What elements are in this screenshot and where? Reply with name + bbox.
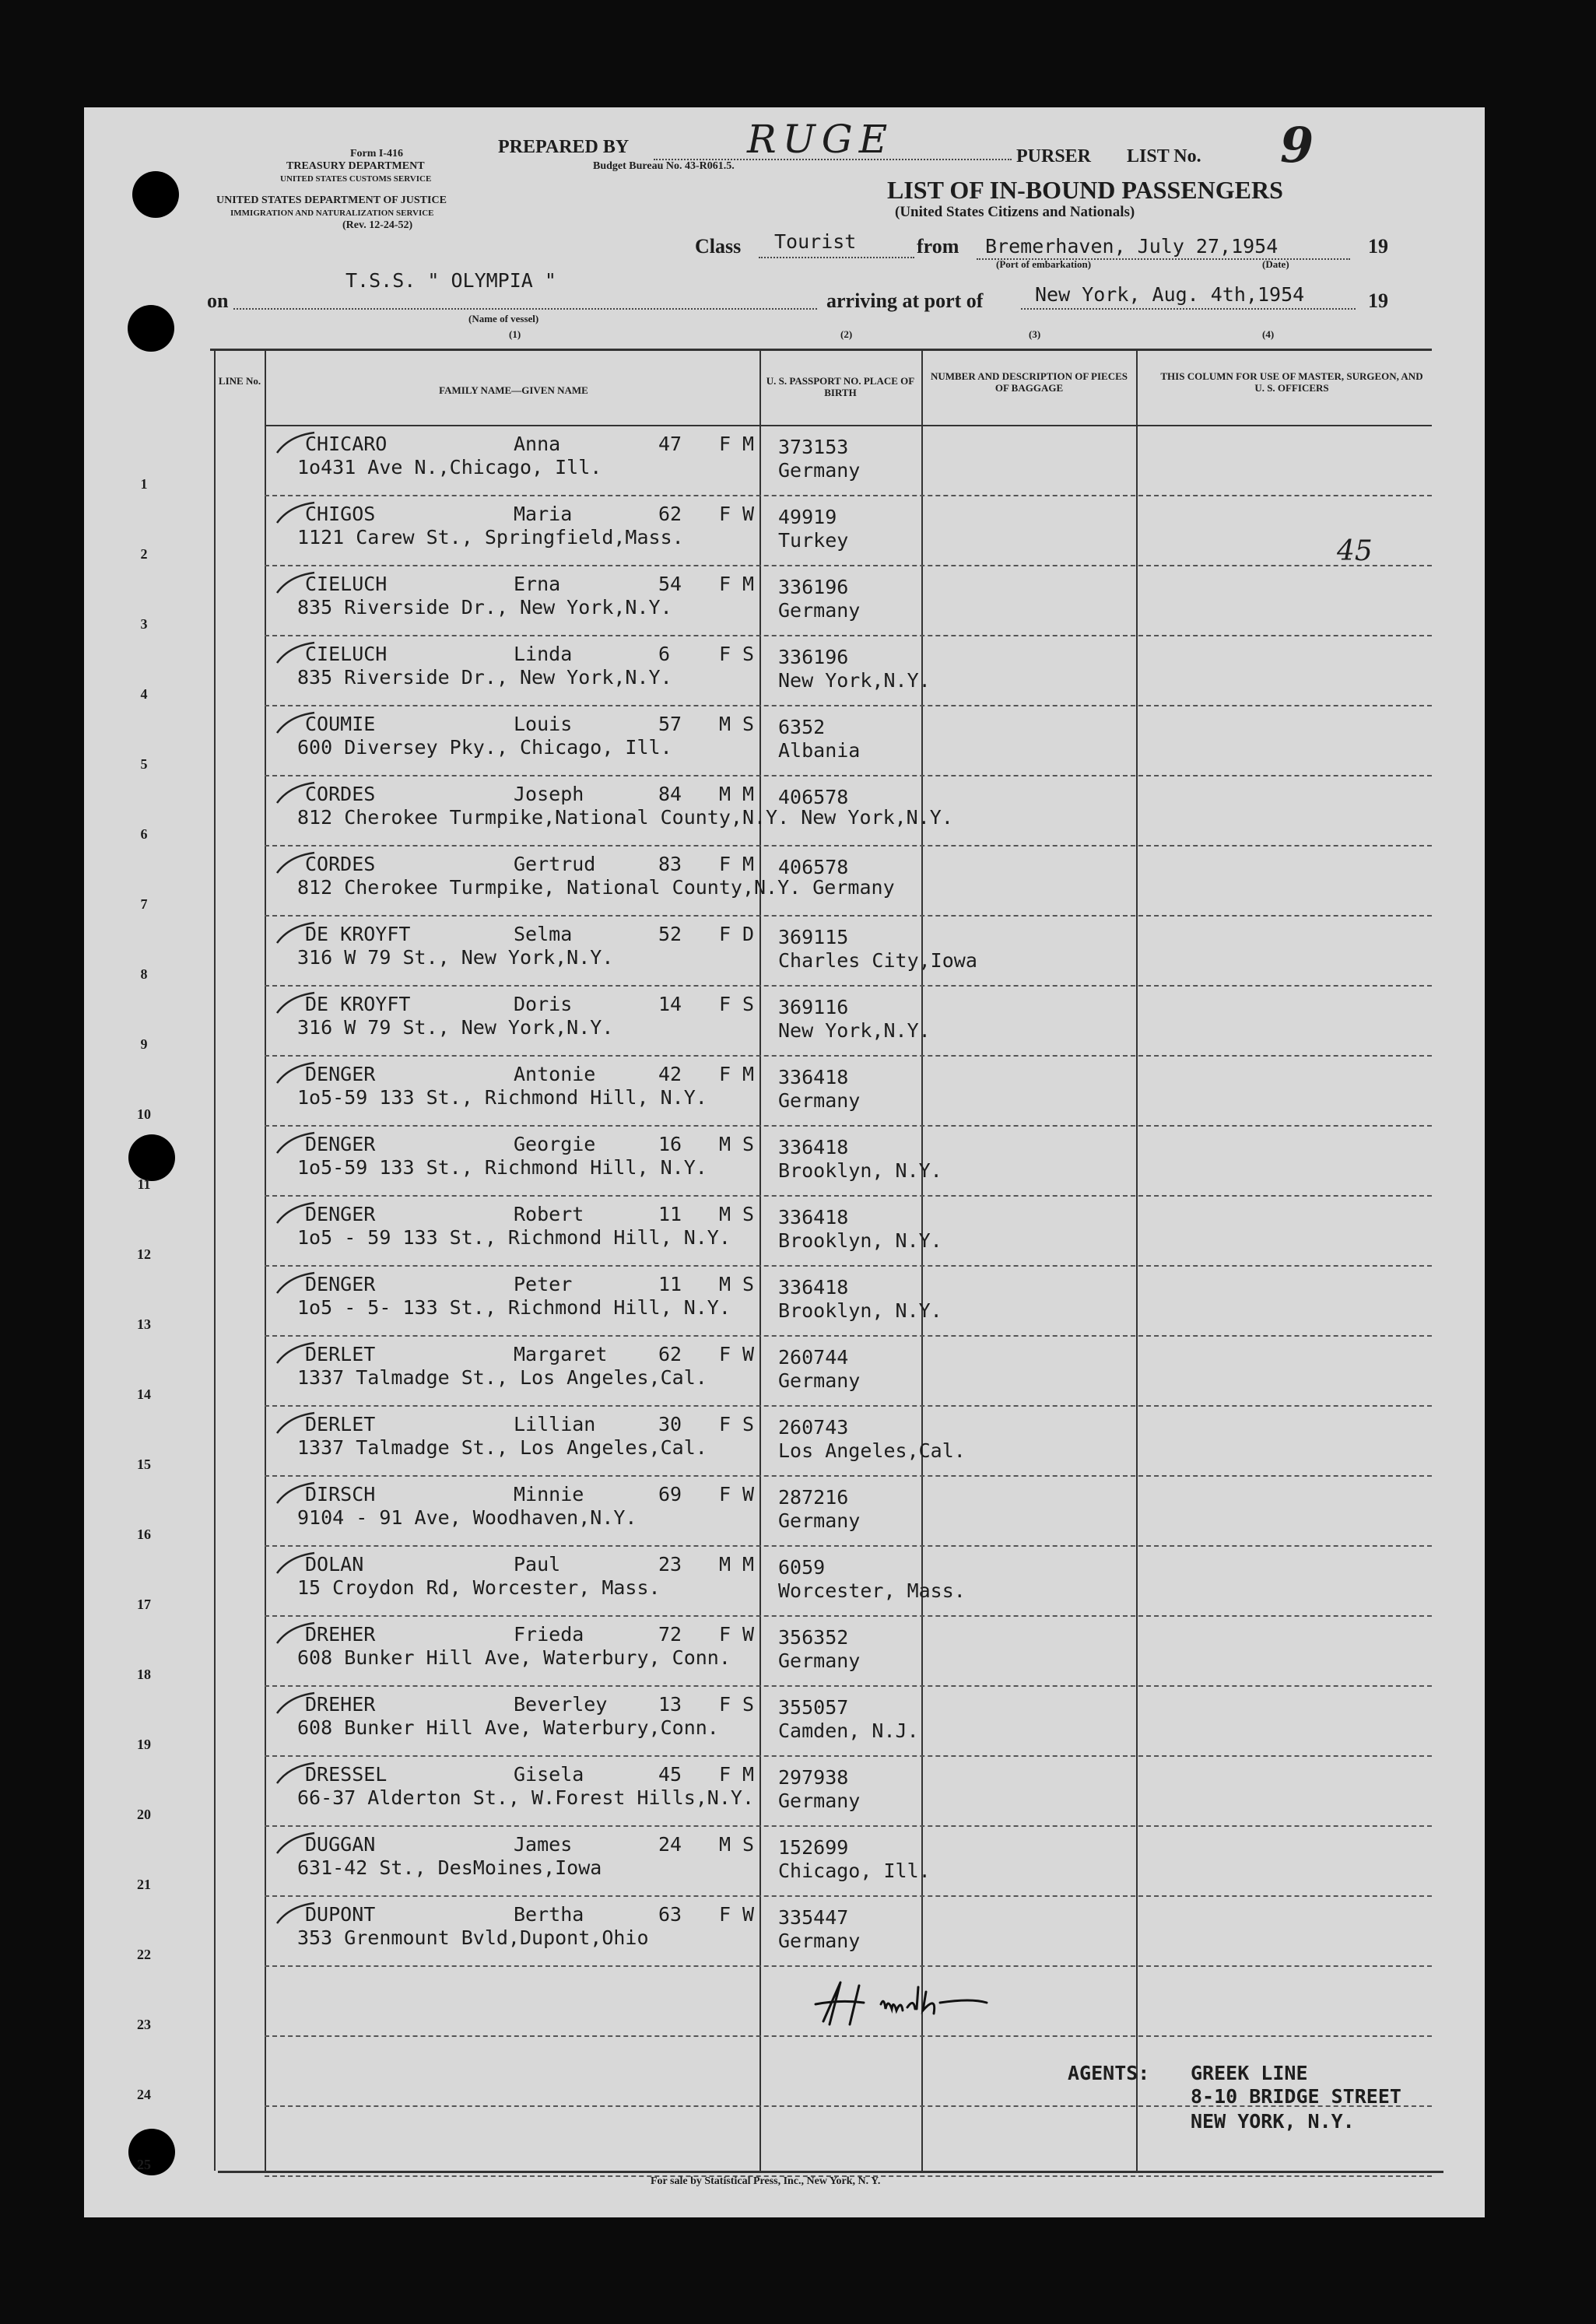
year-label-2: 19 <box>1368 289 1388 312</box>
marital-status: M <box>742 573 755 595</box>
punch-hole <box>132 171 179 218</box>
agents-label: AGENTS: <box>1068 2062 1150 2084</box>
address: 1o5 - 5- 133 St., Richmond Hill, N.Y. <box>297 1296 731 1319</box>
row-divider <box>265 1405 1432 1407</box>
agents-line-2: 8-10 BRIDGE STREET <box>1191 2085 1401 2108</box>
given-name: Gisela <box>514 1763 584 1786</box>
place-of-birth: Germany <box>778 599 861 622</box>
place-of-birth: Brooklyn, N.Y. <box>778 1159 942 1182</box>
place-of-birth: Germany <box>778 1089 861 1112</box>
address: 1o5-59 133 St., Richmond Hill, N.Y. <box>297 1156 707 1179</box>
family-name: DUGGAN <box>305 1833 376 1856</box>
place-of-birth: Germany <box>778 1789 861 1812</box>
sex: F <box>719 1623 731 1646</box>
address: 316 W 79 St., New York,N.Y. <box>297 1016 614 1039</box>
marital-status: S <box>742 713 755 735</box>
from-label: from <box>917 235 959 258</box>
row-divider <box>265 1545 1432 1547</box>
place-of-birth: Albania <box>778 739 861 762</box>
purser-label: PURSER <box>1016 146 1092 167</box>
form-title: LIST OF IN-BOUND PASSENGERS <box>887 176 1283 204</box>
age: 62 <box>658 1343 682 1365</box>
row-divider <box>265 915 1432 917</box>
row-divider <box>265 1475 1432 1477</box>
arriving-label: arriving at port of <box>826 289 984 312</box>
marital-status: M <box>742 853 755 875</box>
agents-line-1: GREEK LINE <box>1191 2062 1308 2084</box>
line-number: 12 <box>137 1246 151 1262</box>
footer-printer: For sale by Statistical Press, Inc., New York, N. Y. <box>651 2175 881 2187</box>
family-name: DREHER <box>305 1623 376 1646</box>
class-line <box>759 257 914 258</box>
passport-number: 356352 <box>778 1626 849 1649</box>
given-name: James <box>514 1833 573 1856</box>
family-name: CIELUCH <box>305 573 388 595</box>
passport-number: 49919 <box>778 506 837 528</box>
address: 1337 Talmadge St., Los Angeles,Cal. <box>297 1436 707 1459</box>
passport-number: 369115 <box>778 926 849 948</box>
prepared-by-line <box>654 159 1012 160</box>
line-number: 13 <box>137 1316 151 1332</box>
address: 812 Cherokee Turmpike,National County,N.Y. New York,N.Y. <box>297 806 953 829</box>
place-of-birth: Brooklyn, N.Y. <box>778 1229 942 1252</box>
given-name: Maria <box>514 503 573 525</box>
row-divider <box>265 1335 1432 1337</box>
line-number: 7 <box>140 896 148 912</box>
given-name: Georgie <box>514 1133 596 1155</box>
caption-2: (2) <box>840 328 853 340</box>
line-number: 11 <box>137 1176 151 1192</box>
given-name: Lillian <box>514 1413 596 1435</box>
family-name: DE KROYFT <box>305 993 411 1015</box>
age: 69 <box>658 1483 682 1506</box>
passport-number: 336418 <box>778 1136 849 1158</box>
row-divider <box>265 1265 1432 1267</box>
row-divider <box>265 1825 1432 1827</box>
sex: M <box>719 1553 731 1576</box>
line-number: 24 <box>137 2087 151 2102</box>
sex: F <box>719 1063 731 1085</box>
sex: F <box>719 1903 731 1926</box>
passport-number: 336418 <box>778 1066 849 1088</box>
family-name: CORDES <box>305 853 376 875</box>
marital-status: M <box>742 1063 755 1085</box>
row-divider <box>265 1615 1432 1617</box>
marital-status: M <box>742 433 755 455</box>
address: 66-37 Alderton St., W.Forest Hills,N.Y. <box>297 1786 754 1809</box>
address: 608 Bunker Hill Ave, Waterbury,Conn. <box>297 1716 719 1739</box>
sex: F <box>719 503 731 525</box>
given-name: Frieda <box>514 1623 584 1646</box>
passport-number: 297938 <box>778 1766 849 1789</box>
dept-customs: UNITED STATES CUSTOMS SERVICE <box>280 174 432 184</box>
row-divider <box>265 1125 1432 1127</box>
address: 353 Grenmount Bvld,Dupont,Ohio <box>297 1926 649 1949</box>
age: 54 <box>658 573 682 595</box>
passport-number: 287216 <box>778 1486 849 1509</box>
marital-status: W <box>742 1903 755 1926</box>
line-number: 23 <box>137 2017 151 2032</box>
age: 62 <box>658 503 682 525</box>
given-name: Doris <box>514 993 573 1015</box>
budget-bureau: Budget Bureau No. 43-R061.5. <box>593 160 735 172</box>
family-name: DENGER <box>305 1133 376 1155</box>
marital-status: W <box>742 1623 755 1646</box>
age: 57 <box>658 713 682 735</box>
marital-status: S <box>742 993 755 1015</box>
caption-4: (4) <box>1262 328 1275 340</box>
table-bottom-border <box>218 2171 1443 2173</box>
age: 47 <box>658 433 682 455</box>
caption-1: (1) <box>509 328 521 340</box>
age: 11 <box>658 1203 682 1225</box>
sex: F <box>719 1483 731 1506</box>
age: 52 <box>658 923 682 945</box>
address: 316 W 79 St., New York,N.Y. <box>297 946 614 969</box>
sex: M <box>719 1273 731 1295</box>
age: 13 <box>658 1693 682 1716</box>
marital-status: M <box>742 1763 755 1786</box>
given-name: Robert <box>514 1203 584 1225</box>
marital-status: S <box>742 1203 755 1225</box>
line-number: 19 <box>137 1737 151 1752</box>
given-name: Antonie <box>514 1063 596 1085</box>
list-number-value: 9 <box>1280 117 1314 174</box>
row-divider <box>265 1685 1432 1687</box>
marital-status: W <box>742 1483 755 1506</box>
passport-number: 335447 <box>778 1906 849 1929</box>
age: 42 <box>658 1063 682 1085</box>
place-of-birth: New York,N.Y. <box>778 1019 931 1042</box>
age: 72 <box>658 1623 682 1646</box>
marital-status: W <box>742 503 755 525</box>
punch-hole <box>128 305 174 352</box>
col-divider-line <box>921 350 923 2171</box>
place-of-birth: Los Angeles,Cal. <box>778 1439 966 1462</box>
family-name: CHICARO <box>305 433 388 455</box>
age: 14 <box>658 993 682 1015</box>
line-number: 10 <box>137 1106 151 1122</box>
class-value: Tourist <box>774 230 857 253</box>
address: 1o5-59 133 St., Richmond Hill, N.Y. <box>297 1086 707 1109</box>
col-divider-line <box>265 350 266 2171</box>
place-of-birth: Brooklyn, N.Y. <box>778 1299 942 1322</box>
family-name: DRESSEL <box>305 1763 388 1786</box>
sex: F <box>719 1693 731 1716</box>
address: 631-42 St., DesMoines,Iowa <box>297 1856 602 1879</box>
given-name: Linda <box>514 643 573 665</box>
sex: M <box>719 1203 731 1225</box>
row-divider <box>265 1895 1432 1897</box>
line-number: 5 <box>140 756 148 772</box>
list-number-label: LIST No. <box>1127 146 1201 167</box>
marital-status: D <box>742 923 755 945</box>
row-divider <box>265 1195 1432 1197</box>
address: 1o5 - 59 133 St., Richmond Hill, N.Y. <box>297 1226 731 1249</box>
officer-margin-number: 45 <box>1337 535 1373 567</box>
age: 23 <box>658 1553 682 1576</box>
family-name: DENGER <box>305 1063 376 1085</box>
marital-status: W <box>742 1343 755 1365</box>
family-name: CORDES <box>305 783 376 805</box>
sex: M <box>719 1133 731 1155</box>
address: 835 Riverside Dr., New York,N.Y. <box>297 596 672 619</box>
family-name: DREHER <box>305 1693 376 1716</box>
sex: F <box>719 853 731 875</box>
line-number: 16 <box>137 1527 151 1542</box>
line-number: 3 <box>140 616 148 632</box>
sex: F <box>719 433 731 455</box>
year-label: 19 <box>1368 235 1388 258</box>
col-header-baggage: NUMBER AND DESCRIPTION OF PIECES OF BAGGAGE <box>930 370 1128 394</box>
date-caption: (Date) <box>1262 258 1289 270</box>
line-number: 17 <box>137 1597 151 1612</box>
line-number: 8 <box>140 966 148 982</box>
vessel-caption: (Name of vessel) <box>468 313 539 324</box>
sex: M <box>719 783 731 805</box>
port-caption: (Port of embarkation) <box>996 258 1092 270</box>
line-number: 4 <box>140 686 148 702</box>
sex: F <box>719 923 731 945</box>
given-name: Peter <box>514 1273 573 1295</box>
marital-status: S <box>742 643 755 665</box>
age: 11 <box>658 1273 682 1295</box>
sex: F <box>719 993 731 1015</box>
given-name: Anna <box>514 433 561 455</box>
place-of-birth: Charles City,Iowa <box>778 949 977 972</box>
line-number: 1 <box>140 476 148 492</box>
passport-number: 152699 <box>778 1836 849 1859</box>
line-number: 22 <box>137 1947 151 1962</box>
form-revision: (Rev. 12-24-52) <box>342 219 413 231</box>
row-divider <box>265 1755 1432 1757</box>
form-subtitle: (United States Citizens and Nationals) <box>895 204 1135 220</box>
address: 608 Bunker Hill Ave, Waterbury, Conn. <box>297 1646 731 1669</box>
line-number: 15 <box>137 1456 151 1472</box>
row-divider <box>265 845 1432 847</box>
row-divider <box>265 775 1432 776</box>
family-name: DUPONT <box>305 1903 376 1926</box>
vessel-line <box>233 308 817 310</box>
sex: F <box>719 1413 731 1435</box>
col-header-name: FAMILY NAME—GIVEN NAME <box>439 384 588 396</box>
arriving-line <box>1021 308 1356 310</box>
col-divider-line <box>759 350 761 2171</box>
marital-status: S <box>742 1693 755 1716</box>
row-divider <box>265 495 1432 496</box>
line-number: 18 <box>137 1667 151 1682</box>
address: 600 Diversey Pky., Chicago, Ill. <box>297 736 672 759</box>
passport-number: 336418 <box>778 1276 849 1299</box>
place-of-birth: Chicago, Ill. <box>778 1860 931 1882</box>
address: 812 Cherokee Turmpike, National County,N.Y. Germany <box>297 876 895 899</box>
form-number: Form I-416 <box>350 148 404 159</box>
row-divider <box>265 635 1432 636</box>
marital-status: M <box>742 1553 755 1576</box>
row-divider <box>265 565 1432 566</box>
sex: F <box>719 573 731 595</box>
arriving-value: New York, Aug. 4th,1954 <box>1035 283 1305 306</box>
given-name: Gertrud <box>514 853 596 875</box>
address: 1o431 Ave N.,Chicago, Ill. <box>297 456 602 478</box>
marital-status: M <box>742 783 755 805</box>
family-name: DE KROYFT <box>305 923 411 945</box>
on-label: on <box>207 289 229 312</box>
punch-hole <box>128 1134 175 1181</box>
agents-line-3: NEW YORK, N.Y. <box>1191 2110 1355 2133</box>
passport-number: 406578 <box>778 786 849 808</box>
age: 30 <box>658 1413 682 1435</box>
class-label: Class <box>695 235 742 258</box>
table-top-border <box>210 349 1432 351</box>
table-header-border <box>265 425 1432 426</box>
given-name: Paul <box>514 1553 561 1576</box>
row-divider <box>265 1055 1432 1057</box>
passport-number: 6059 <box>778 1556 826 1579</box>
dept-justice: UNITED STATES DEPARTMENT OF JUSTICE <box>216 195 447 206</box>
family-name: CHIGOS <box>305 503 376 525</box>
address: 1121 Carew St., Springfield,Mass. <box>297 526 684 549</box>
place-of-birth: New York,N.Y. <box>778 669 931 692</box>
col-header-line-no: LINE No. <box>218 375 261 387</box>
marital-status: S <box>742 1273 755 1295</box>
age: 83 <box>658 853 682 875</box>
family-name: DERLET <box>305 1343 376 1365</box>
col-header-officers: THIS COLUMN FOR USE OF MASTER, SURGEON, AND U. S. OFFICERS <box>1160 370 1423 394</box>
age: 24 <box>658 1833 682 1856</box>
line-number: 20 <box>137 1807 151 1822</box>
address: 15 Croydon Rd, Worcester, Mass. <box>297 1576 661 1599</box>
given-name: Beverley <box>514 1693 608 1716</box>
sex: F <box>719 643 731 665</box>
place-of-birth: Germany <box>778 1369 861 1392</box>
given-name: Selma <box>514 923 573 945</box>
address: 9104 - 91 Ave, Woodhaven,N.Y. <box>297 1506 637 1529</box>
given-name: Joseph <box>514 783 584 805</box>
passport-number: 355057 <box>778 1696 849 1719</box>
age: 45 <box>658 1763 682 1786</box>
family-name: DERLET <box>305 1413 376 1435</box>
place-of-birth: Germany <box>778 459 861 482</box>
family-name: DOLAN <box>305 1553 364 1576</box>
family-name: CIELUCH <box>305 643 388 665</box>
passport-number: 369116 <box>778 996 849 1018</box>
family-name: DENGER <box>305 1273 376 1295</box>
passport-number: 260744 <box>778 1346 849 1369</box>
line-number: 21 <box>137 1877 151 1892</box>
row-divider <box>265 985 1432 987</box>
given-name: Minnie <box>514 1483 584 1506</box>
sex: F <box>719 1763 731 1786</box>
col-divider-line <box>214 350 216 2171</box>
place-of-birth: Worcester, Mass. <box>778 1579 966 1602</box>
col-divider-line <box>1136 350 1138 2171</box>
given-name: Margaret <box>514 1343 608 1365</box>
col-header-passport: U. S. PASSPORT NO. PLACE OF BIRTH <box>766 375 915 398</box>
passport-number: 6352 <box>778 716 826 738</box>
passport-number: 336196 <box>778 576 849 598</box>
passport-number: 336418 <box>778 1206 849 1229</box>
address: 835 Riverside Dr., New York,N.Y. <box>297 666 672 689</box>
age: 63 <box>658 1903 682 1926</box>
passport-number: 373153 <box>778 436 849 458</box>
age: 16 <box>658 1133 682 1155</box>
marital-status: S <box>742 1133 755 1155</box>
family-name: DIRSCH <box>305 1483 376 1506</box>
place-of-birth: Germany <box>778 1509 861 1532</box>
dept-treasury: TREASURY DEPARTMENT <box>286 160 425 172</box>
place-of-birth: Camden, N.J. <box>778 1719 919 1742</box>
sex: M <box>719 1833 731 1856</box>
place-of-birth: Turkey <box>778 529 849 552</box>
line-number: 25 <box>137 2157 151 2172</box>
family-name: DENGER <box>305 1203 376 1225</box>
vessel-value: T.S.S. " OLYMPIA " <box>346 269 556 292</box>
row-divider <box>265 1965 1432 1967</box>
line-number: 2 <box>140 546 148 562</box>
passport-number: 406578 <box>778 856 849 878</box>
row-divider <box>265 705 1432 706</box>
given-name: Erna <box>514 573 561 595</box>
place-of-birth: Germany <box>778 1930 861 1952</box>
address: 1337 Talmadge St., Los Angeles,Cal. <box>297 1366 707 1389</box>
age: 6 <box>658 643 671 665</box>
row-divider <box>265 2035 1432 2037</box>
sex: F <box>719 1343 731 1365</box>
passport-number: 260743 <box>778 1416 849 1439</box>
dept-immigration: IMMIGRATION AND NATURALIZATION SERVICE <box>230 209 434 218</box>
prepared-by-label: PREPARED BY <box>498 137 630 157</box>
given-name: Louis <box>514 713 573 735</box>
caption-3: (3) <box>1029 328 1041 340</box>
marital-status: S <box>742 1413 755 1435</box>
passport-number: 336196 <box>778 646 849 668</box>
officer-signature <box>809 1976 1012 2031</box>
line-number: 6 <box>140 826 148 842</box>
place-of-birth: Germany <box>778 1649 861 1672</box>
age: 84 <box>658 783 682 805</box>
marital-status: S <box>742 1833 755 1856</box>
line-number: 14 <box>137 1386 151 1402</box>
given-name: Bertha <box>514 1903 584 1926</box>
sex: M <box>719 713 731 735</box>
from-value: Bremerhaven, July 27,1954 <box>985 235 1279 258</box>
line-number: 9 <box>140 1036 148 1052</box>
prepared-by-signature: RUGE <box>747 117 894 162</box>
family-name: COUMIE <box>305 713 376 735</box>
